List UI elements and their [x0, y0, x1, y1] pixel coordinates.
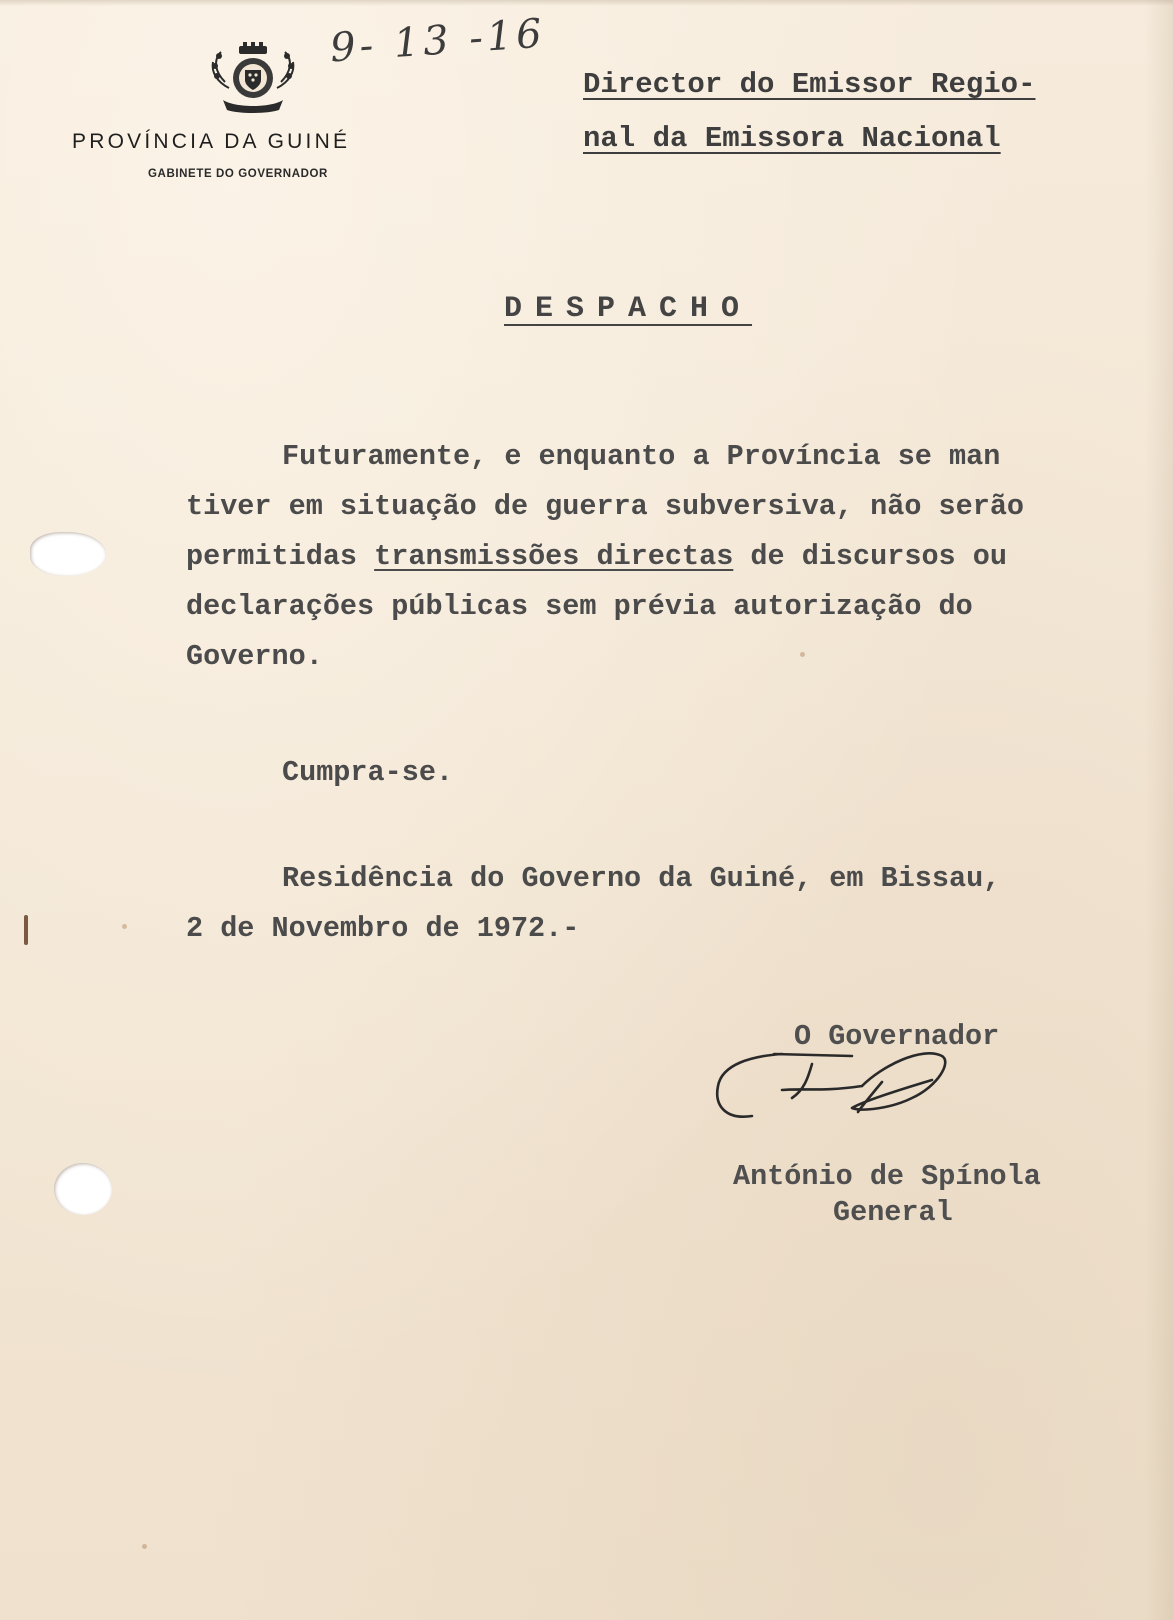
punch-hole-lower	[54, 1163, 112, 1215]
addressee-line-2: nal da Emissora Nacional	[583, 122, 1001, 155]
coat-of-arms-icon	[205, 42, 301, 116]
paper-speck	[122, 924, 127, 929]
underlined-phrase: transmissões directas	[374, 540, 734, 573]
body-line-1-text: Futuramente, e enquanto a Província se man	[282, 440, 1001, 473]
paper-speck	[142, 1544, 147, 1549]
place-line	[186, 854, 1146, 904]
place-line-text: Residência do Governo da Guiné, em Bissau,	[282, 862, 1001, 895]
body-paragraph	[186, 432, 1146, 682]
paper-speck	[800, 652, 805, 657]
closing-order: Cumpra-se.	[282, 756, 454, 789]
signatory-role: O Governador	[794, 1020, 1000, 1053]
body-line-4: declarações públicas sem prévia autorização do	[186, 590, 973, 623]
body-line-1	[186, 432, 1146, 482]
body-line-2: tiver em situação de guerra subversiva, não serão	[186, 490, 1025, 523]
province-heading: PROVÍNCIA DA GUINÉ	[72, 130, 351, 153]
body-line-5: Governo.	[186, 640, 323, 673]
place-date-block	[186, 854, 1146, 954]
punch-hole-upper	[30, 532, 106, 576]
paper-edge-top	[0, 0, 1173, 6]
paper-edge-right	[1145, 0, 1173, 1620]
date-line: 2 de Novembro de 1972.-	[186, 912, 580, 945]
office-subheading: GABINETE DO GOVERNADOR	[148, 168, 328, 180]
handwritten-signature	[712, 1046, 982, 1146]
handwritten-reference: 9- 13 -16	[328, 10, 548, 72]
addressee-line-1: Director do Emissor Regio-	[583, 68, 1036, 101]
document-title: DESPACHO	[504, 292, 753, 326]
body-line-3-end: de discursos ou	[733, 540, 1007, 573]
signatory-rank: General	[833, 1196, 953, 1229]
signatory-name: António de Spínola	[733, 1160, 1041, 1193]
body-line-3	[186, 532, 1146, 582]
body-line-3-start: permitidas	[186, 540, 375, 573]
margin-mark	[24, 915, 28, 945]
addressee-block	[583, 58, 1035, 166]
